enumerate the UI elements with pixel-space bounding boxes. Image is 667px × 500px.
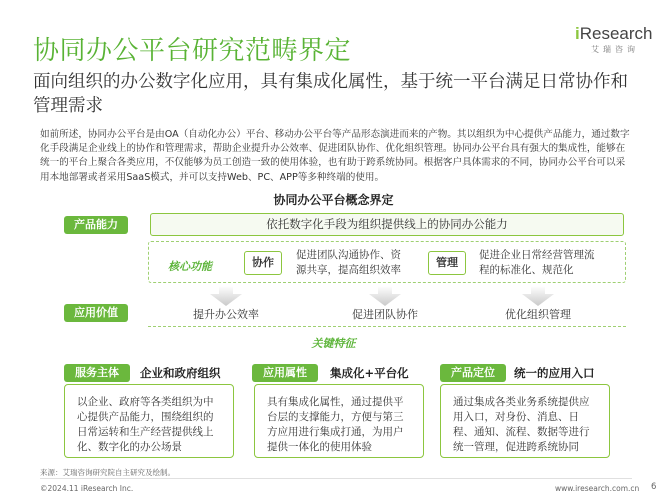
page-title: 协同办公平台研究范畴界定 <box>33 36 352 66</box>
column-tag: 服务主体 <box>64 364 130 382</box>
value-item: 优化组织管理 <box>505 308 571 321</box>
column-heading: 企业和政府组织 <box>140 366 221 380</box>
collab-tag: 协作 <box>244 251 282 275</box>
copyright: ©2024.11 iResearch Inc. <box>40 484 134 493</box>
down-arrow-icon <box>520 286 556 306</box>
manage-description: 促进企业日常经营管理流程的标准化、规范化 <box>479 249 595 276</box>
footer-divider <box>40 478 632 479</box>
diagram-title: 协同办公平台概念界定 <box>273 193 394 207</box>
logo-subtext: 艾瑞咨询 <box>591 45 639 54</box>
iresearch-logo <box>575 22 653 56</box>
intro-paragraph: 如前所述，协同办公平台是由OA（自动化办公）平台、移动办公平台等产品形态演进而来的产物。其以组织为中心提供产品能力，通过数字化手段满足企业线上的协作和管理需求，帮助企业提升办公效率、促进团队协作、优化组织管理。协同办公平台具有强大的集成性，能够在统一的平台上聚合各类应用，不仅能够为员工创造一致的使用体验，也有助于跨系统协同。根据客户具体需求的不同，协同办公平台可以采用本地部署或者采用SaaS模式，并可以支持Web、PC、APP等多种终端的使用。 <box>40 129 630 183</box>
column-heading: 集成化+平台化 <box>330 366 409 380</box>
column-heading: 统一的应用入口 <box>514 366 595 380</box>
core-function-label: 核心功能 <box>168 260 212 273</box>
column-body: 以企业、政府等各类组织为中心提供产品能力，围绕组织的日常运转和生产经营提供线上化、数字化的办公场景 <box>64 384 234 458</box>
value-item: 促进团队协作 <box>352 308 418 321</box>
column-tag: 应用属性 <box>252 364 318 382</box>
capability-tag: 产品能力 <box>64 216 128 234</box>
collab-description: 促进团队沟通协作、资源共享，提高组织效率 <box>296 249 401 276</box>
column-body: 通过集成各类业务系统提供应用入口，对身份、消息、日程、通知、流程、数据等进行统一管理，促进跨系统协同 <box>440 384 610 458</box>
manage-tag: 管理 <box>428 251 466 275</box>
website-link[interactable]: www.iresearch.com.cn <box>555 484 640 493</box>
capability-bar: 依托数字化手段为组织提供线上的协同办公能力 <box>150 213 624 236</box>
down-arrow-icon <box>367 286 403 306</box>
value-item: 提升办公效率 <box>193 308 259 321</box>
logo-wordmark: iResearch <box>575 24 653 43</box>
down-arrow-icon <box>208 286 244 306</box>
source-note: 来源：艾瑞咨询研究院自主研究及绘制。 <box>40 468 175 477</box>
column-body: 具有集成化属性，通过提供平台层的支撑能力，方便与第三方应用进行集成打通，为用户提供一体化的使用体验 <box>254 384 424 458</box>
value-tag: 应用价值 <box>64 304 128 322</box>
page-number: 6 <box>651 482 657 492</box>
column-tag: 产品定位 <box>440 364 506 382</box>
page-subtitle: 面向组织的办公数字化应用，具有集成化属性，基于统一平台满足日常协作和管理需求 <box>33 72 628 116</box>
key-feature-label: 关键特征 <box>311 337 356 350</box>
value-divider <box>148 326 626 327</box>
